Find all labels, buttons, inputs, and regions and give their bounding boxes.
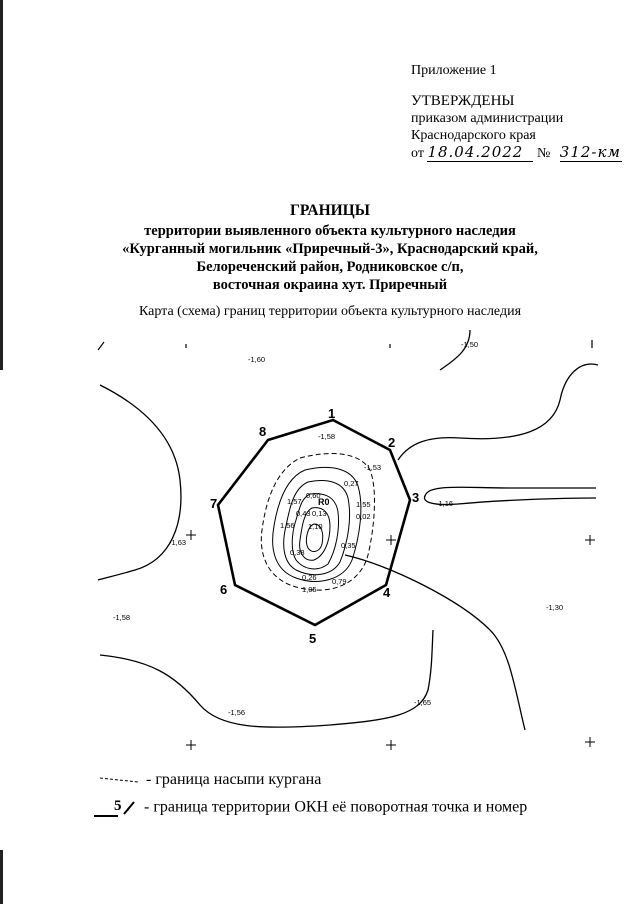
point-label: 3 [412, 490, 420, 505]
approval-date-line [411, 144, 622, 162]
boundary-map [0, 330, 639, 770]
elevation-mark: -1,53 [364, 463, 382, 472]
point-label: 2 [388, 435, 396, 450]
number-prefix: № [536, 146, 551, 161]
elevation-mark: -1,58 [318, 432, 336, 441]
elevation-mark: -1,50 [461, 340, 479, 349]
elevation-mark: 0,38 [290, 548, 305, 557]
point-label: 5 [309, 631, 317, 646]
elevation-mark: 0,02 [356, 512, 371, 521]
elevation-mark: -1,60 [248, 355, 266, 364]
elevation-mark: R0 [318, 497, 330, 507]
approved-by: приказом администрации [411, 111, 564, 126]
elevation-mark: 1,10 [308, 522, 323, 531]
handwritten-date: 18.04.2022 [427, 144, 533, 162]
legend-okn [98, 796, 527, 820]
approved-title: УТВЕРЖДЕНЫ [411, 93, 515, 109]
document-heading [80, 202, 580, 294]
elevation-mark: -1,16 [436, 499, 454, 508]
map-edge-ticks [98, 340, 592, 350]
elevation-mark: 0,35 [341, 541, 356, 550]
elevation-mark: 0,79 [332, 577, 347, 586]
elevation-mark: 1,56 [280, 521, 295, 530]
elevation-mark: -1,56 [228, 708, 246, 717]
elevation-mark: 0,27 [344, 479, 359, 488]
dashed-line-symbol [98, 775, 142, 785]
point-label: 8 [259, 424, 267, 439]
map-subtitle: Карта (схема) границ территории объекта культурного наследия [138, 304, 522, 319]
heading-line-2: «Курганный могильник «Приречный-3», Краснодарский край, [122, 241, 538, 257]
elevation-mark: -1,58 [113, 613, 131, 622]
heading-title: ГРАНИЦЫ [290, 202, 370, 219]
approval-block [411, 62, 622, 162]
point-label: 1 [328, 406, 336, 421]
point-label: 4 [383, 585, 391, 600]
handwritten-number: 312-км [559, 143, 621, 161]
elevation-mark: 0,13 [312, 509, 327, 518]
elevation-mark: -1,30 [546, 603, 564, 612]
elevation-mark: -1,65 [414, 698, 432, 707]
elevation-mark: 0,26 [302, 573, 317, 582]
page-edge-bottom [0, 850, 3, 904]
page-edge-top [0, 0, 3, 370]
elevation-mark: 0,43 [296, 509, 311, 518]
elevation-mark: 0,60 [306, 491, 321, 500]
point-label: 6 [220, 582, 228, 597]
boundary-line-symbol [90, 796, 140, 820]
legend-okn-text: - граница территории ОКН её поворотная точка и номер [144, 798, 528, 816]
heading-line-4: восточная окраина хут. Приречный [212, 277, 448, 293]
legend-mound [98, 771, 321, 789]
point-label: 7 [210, 496, 218, 511]
legend-mound-text: - граница насыпи кургана [146, 771, 322, 788]
heading-line-1: территории выявленного объекта культурного наследия [144, 223, 516, 239]
date-prefix: от [411, 146, 424, 161]
elevation-mark: 1,05 [302, 585, 317, 594]
elevation-mark: 1,57 [287, 497, 302, 506]
legend-point-number: 5 [114, 798, 122, 814]
heading-line-3: Белореченский район, Родниковское с/п, [196, 259, 464, 275]
appendix-label: Приложение 1 [411, 63, 497, 78]
elevation-mark: -1,63 [169, 538, 187, 547]
elevation-mark: 1,55 [356, 500, 371, 509]
approved-region: Краснодарского края [411, 128, 536, 143]
